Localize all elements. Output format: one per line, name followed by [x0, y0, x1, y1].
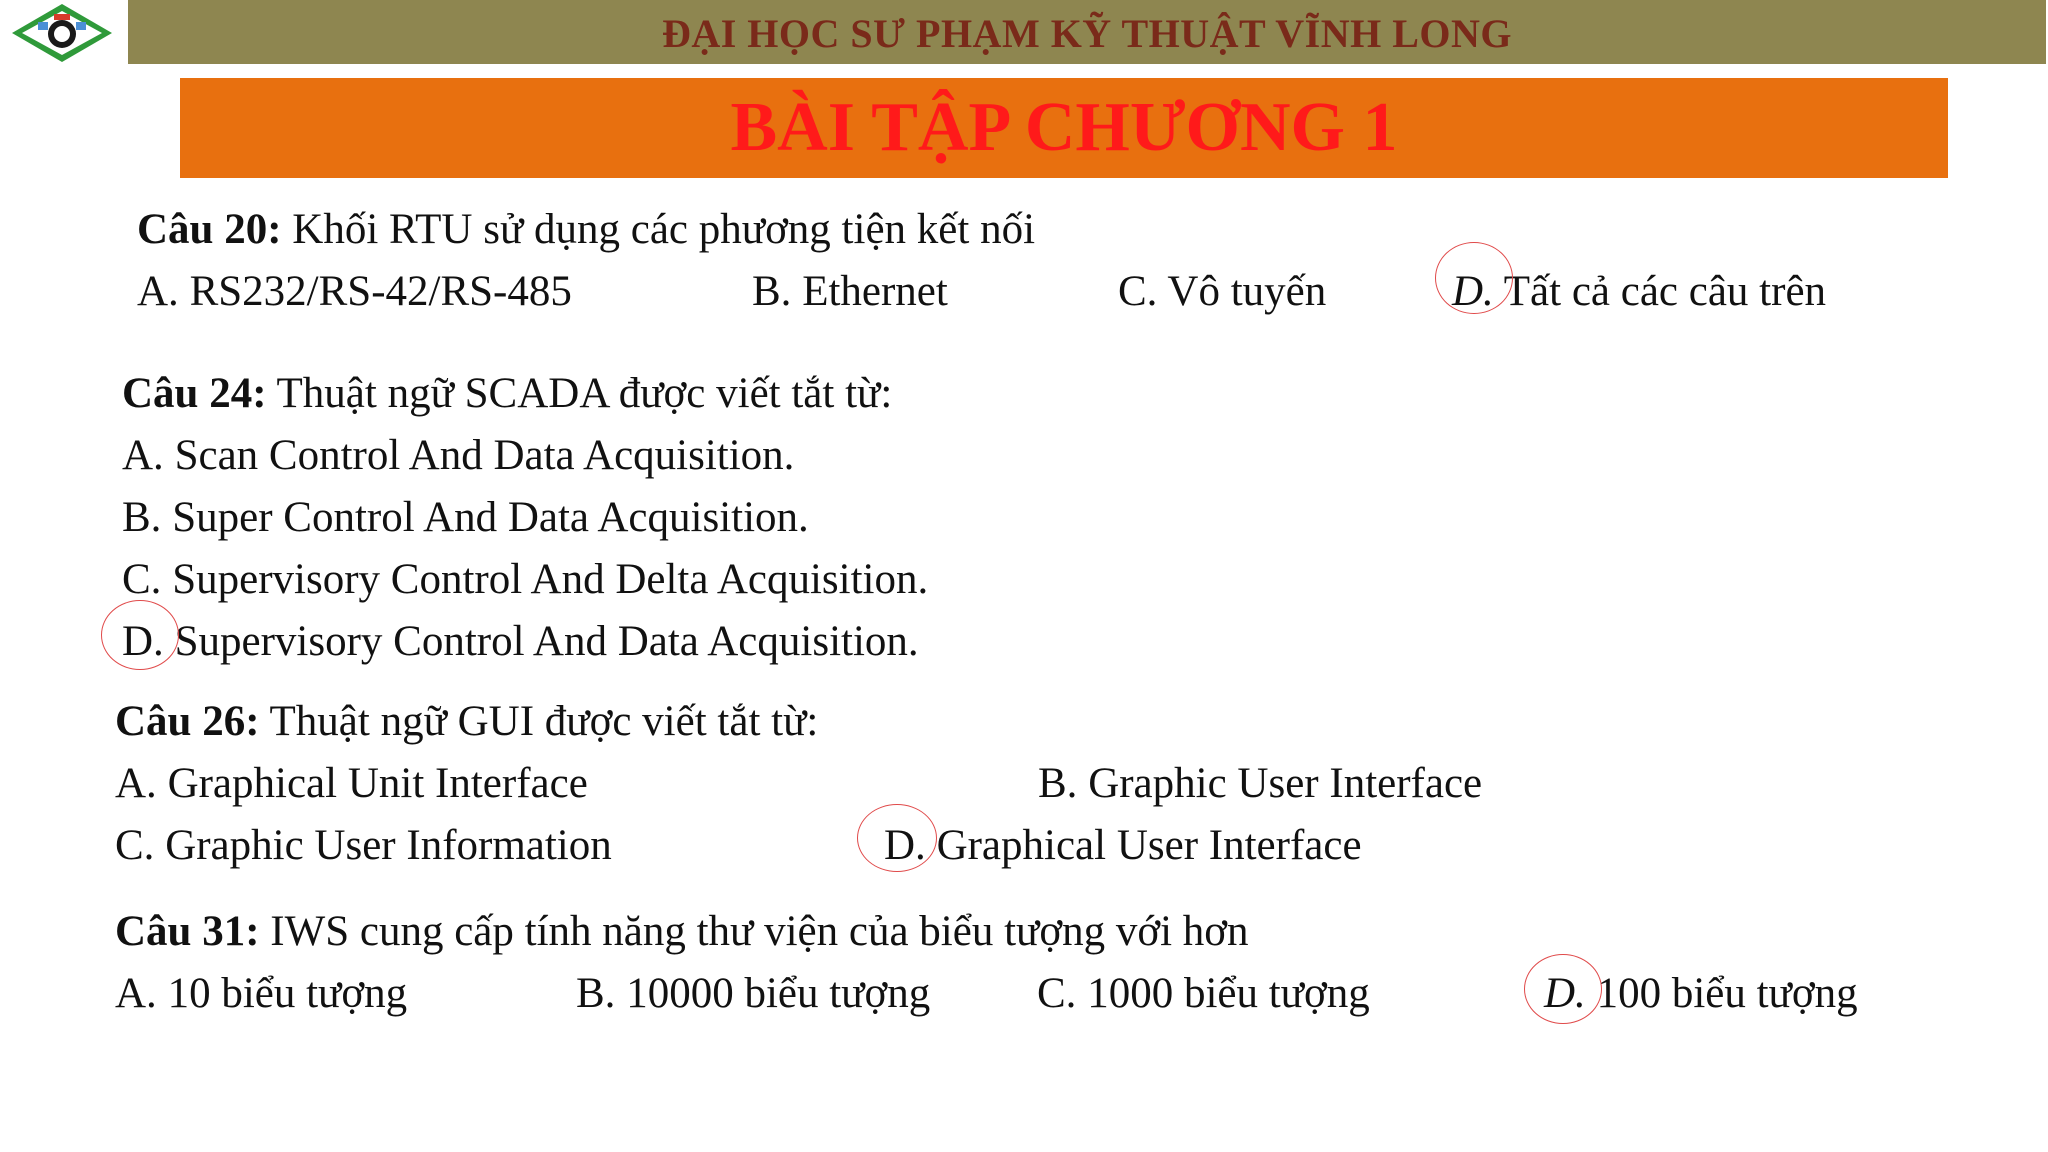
option-text: Graphic User Interface — [1077, 760, 1483, 807]
option-text: Supervisory Control And Delta Acquisition. — [161, 556, 929, 603]
option-text: Ethernet — [791, 268, 948, 315]
option-text: 10 biểu tượng — [156, 970, 408, 1017]
option-letter: D. — [122, 618, 164, 665]
option-letter: D. — [1452, 268, 1494, 315]
option-letter: C. — [1037, 970, 1077, 1017]
question-label: Câu 24: — [122, 370, 267, 417]
banner-title: BÀI TẬP CHƯƠNG 1 — [730, 89, 1398, 166]
option-letter: A. — [122, 432, 164, 479]
q26-option-d — [884, 824, 1362, 867]
option-letter: B. — [752, 268, 792, 315]
option-text: Graphical Unit Interface — [156, 760, 588, 807]
option-letter: A. — [115, 970, 157, 1017]
question-label: Câu 20: — [137, 206, 282, 253]
option-text: 10000 biểu tượng — [615, 970, 931, 1017]
header-bar — [128, 0, 2046, 64]
option-letter: D. — [884, 822, 926, 869]
option-letter: C. — [1118, 268, 1158, 315]
q20-option-a — [137, 270, 572, 313]
option-text: 1000 biểu tượng — [1076, 970, 1370, 1017]
question-24 — [122, 372, 892, 415]
q31-option-c — [1037, 972, 1370, 1015]
option-text: Scan Control And Data Acquisition. — [163, 432, 795, 479]
q20-option-d — [1452, 270, 1826, 313]
option-letter: B. — [1038, 760, 1078, 807]
q24-option-d — [122, 620, 919, 663]
option-text: Graphic User Information — [154, 822, 612, 869]
question-text: Thuật ngữ SCADA được viết tắt từ: — [266, 370, 893, 417]
option-text: Supervisory Control And Data Acquisition. — [163, 618, 919, 665]
q20-option-c — [1118, 270, 1326, 313]
q31-option-d — [1544, 972, 1858, 1015]
university-logo-icon — [10, 2, 114, 64]
q26-option-a — [115, 762, 588, 805]
q24-option-b — [122, 496, 809, 539]
option-text: Graphical User Interface — [925, 822, 1362, 869]
option-letter: D. — [1544, 970, 1586, 1017]
question-text: Thuật ngữ GUI được viết tắt từ: — [259, 698, 819, 745]
question-31 — [115, 910, 1249, 953]
option-text: Tất cả các câu trên — [1493, 268, 1827, 315]
q26-option-c — [115, 824, 612, 867]
question-label: Câu 31: — [115, 908, 260, 955]
option-letter: A. — [137, 268, 179, 315]
question-label: Câu 26: — [115, 698, 260, 745]
header-title: ĐẠI HỌC SƯ PHẠM KỸ THUẬT VĨNH LONG — [661, 11, 1513, 56]
q24-option-c — [122, 558, 928, 601]
option-text: Vô tuyến — [1157, 268, 1327, 315]
question-26 — [115, 700, 818, 743]
q24-option-a — [122, 434, 794, 477]
option-text: Super Control And Data Acquisition. — [161, 494, 809, 541]
option-letter: B. — [576, 970, 616, 1017]
q31-option-a — [115, 972, 407, 1015]
question-20 — [137, 208, 1035, 251]
question-text: IWS cung cấp tính năng thư viện của biểu tượng với hơn — [259, 908, 1249, 955]
option-letter: A. — [115, 760, 157, 807]
q31-option-b — [576, 972, 930, 1015]
q20-option-b — [752, 270, 948, 313]
option-text: 100 biểu tượng — [1585, 970, 1858, 1017]
title-banner — [180, 78, 1948, 178]
q26-option-b — [1038, 762, 1482, 805]
question-text: Khối RTU sử dụng các phương tiện kết nối — [281, 206, 1036, 253]
option-text: RS232/RS-42/RS-485 — [178, 268, 572, 315]
option-letter: C. — [115, 822, 155, 869]
option-letter: B. — [122, 494, 162, 541]
option-letter: C. — [122, 556, 162, 603]
